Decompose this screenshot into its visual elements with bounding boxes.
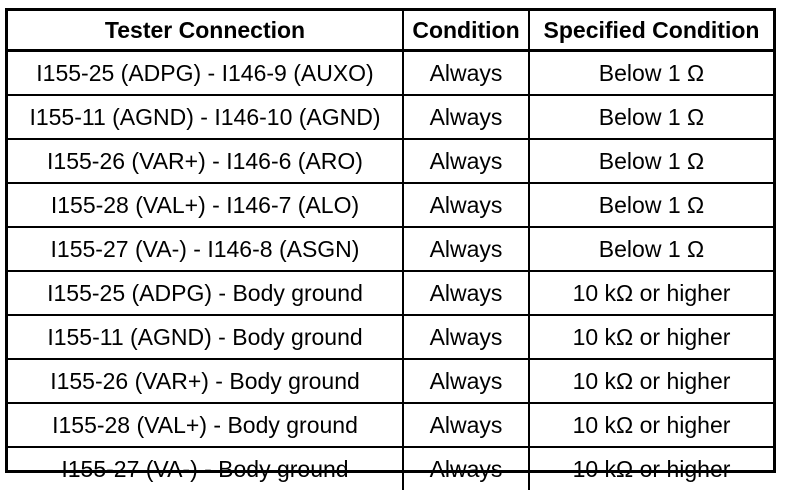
- condition-cell: Always: [403, 95, 529, 139]
- specified-condition-cell: Below 1 Ω: [529, 227, 773, 271]
- tester-connection-cell: I155-28 (VAL+) - Body ground: [8, 403, 403, 447]
- header-specified-condition: Specified Condition: [529, 11, 773, 51]
- specified-condition-cell: 10 kΩ or higher: [529, 447, 773, 490]
- table-row: [8, 95, 773, 139]
- table-row: [8, 51, 773, 96]
- table-row: [8, 447, 773, 490]
- tester-connection-cell: I155-25 (ADPG) - Body ground: [8, 271, 403, 315]
- tester-connection-cell: I155-27 (VA-) - I146-8 (ASGN): [8, 227, 403, 271]
- resistance-check-table: [8, 11, 773, 490]
- tester-connection-cell: I155-11 (AGND) - Body ground: [8, 315, 403, 359]
- table-row: [8, 139, 773, 183]
- condition-cell: Always: [403, 183, 529, 227]
- specified-condition-cell: 10 kΩ or higher: [529, 403, 773, 447]
- tester-connection-cell: I155-25 (ADPG) - I146-9 (AUXO): [8, 51, 403, 96]
- table-row: [8, 359, 773, 403]
- tester-connection-cell: I155-28 (VAL+) - I146-7 (ALO): [8, 183, 403, 227]
- tester-connection-cell: I155-27 (VA-) - Body ground: [8, 447, 403, 490]
- specified-condition-cell: Below 1 Ω: [529, 139, 773, 183]
- table-row: [8, 227, 773, 271]
- condition-cell: Always: [403, 359, 529, 403]
- table-row: [8, 315, 773, 359]
- specified-condition-cell: Below 1 Ω: [529, 183, 773, 227]
- specified-condition-cell: Below 1 Ω: [529, 51, 773, 96]
- resistance-check-table-frame: [5, 8, 776, 482]
- condition-cell: Always: [403, 227, 529, 271]
- specified-condition-cell: 10 kΩ or higher: [529, 271, 773, 315]
- table-row: [8, 183, 773, 227]
- condition-cell: Always: [403, 51, 529, 96]
- specified-condition-cell: 10 kΩ or higher: [529, 315, 773, 359]
- condition-cell: Always: [403, 315, 529, 359]
- condition-cell: Always: [403, 139, 529, 183]
- table-header-row: [8, 11, 773, 51]
- specified-condition-cell: Below 1 Ω: [529, 95, 773, 139]
- condition-cell: Always: [403, 271, 529, 315]
- table-row: [8, 271, 773, 315]
- tester-connection-cell: I155-26 (VAR+) - I146-6 (ARO): [8, 139, 403, 183]
- specified-condition-cell: 10 kΩ or higher: [529, 359, 773, 403]
- tester-connection-cell: I155-11 (AGND) - I146-10 (AGND): [8, 95, 403, 139]
- tester-connection-cell: I155-26 (VAR+) - Body ground: [8, 359, 403, 403]
- header-condition: Condition: [403, 11, 529, 51]
- condition-cell: Always: [403, 403, 529, 447]
- table-row: [8, 403, 773, 447]
- header-tester-connection: Tester Connection: [8, 11, 403, 51]
- condition-cell: Always: [403, 447, 529, 490]
